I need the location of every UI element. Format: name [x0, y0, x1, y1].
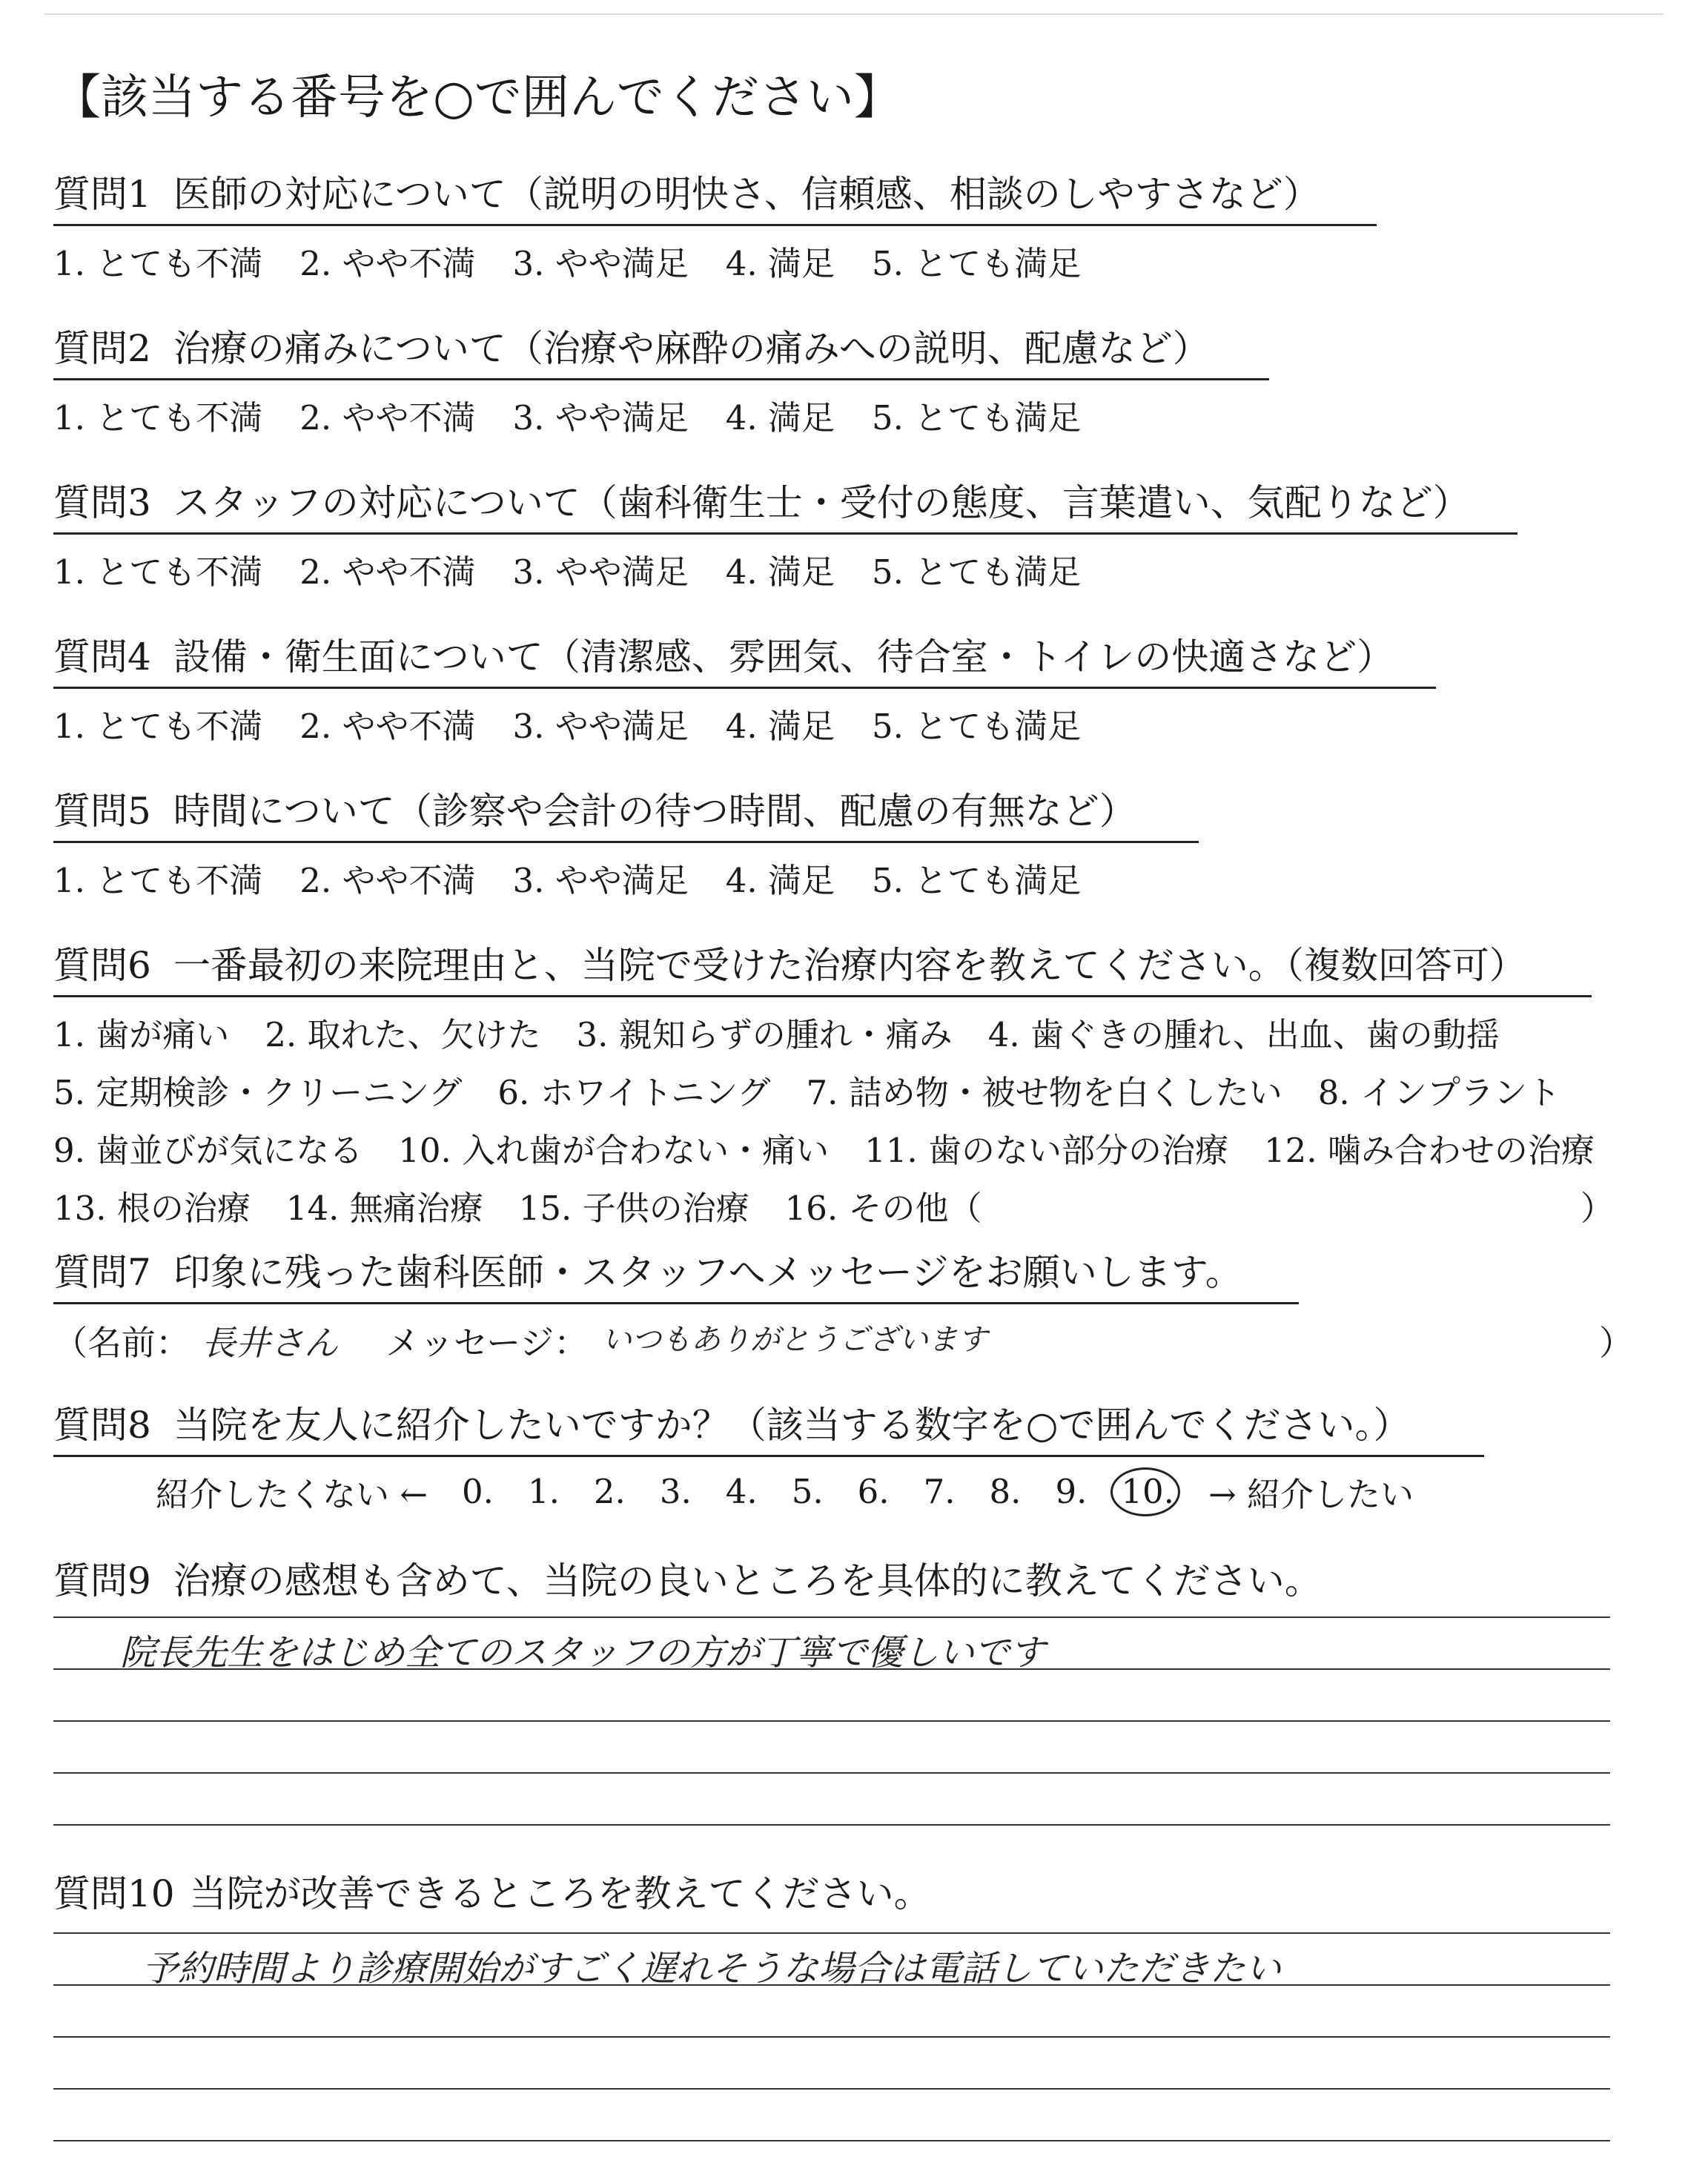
q10-answer: 予約時間より診療開始がすごく遅れそうな場合は電話していただきたい	[142, 1948, 1282, 1989]
q6-option-12[interactable]: 12. 噛み合わせの治療	[1264, 1131, 1595, 1170]
rating-options	[53, 545, 1517, 593]
rating-option-1[interactable]: 1. とても不満	[53, 552, 263, 592]
page-heading: 【該当する番号を○で囲んでください】	[53, 70, 901, 125]
rating-option-3[interactable]: 3. やや満足	[512, 552, 689, 592]
answer-line	[53, 2088, 1610, 2090]
rating-option-1[interactable]: 1. とても不満	[53, 861, 263, 900]
scale-option-7[interactable]: 7.	[923, 1472, 956, 1511]
question-label: 質問7	[53, 1251, 151, 1294]
q6-option-15[interactable]: 15. 子供の治療	[518, 1189, 749, 1228]
q6-option-4[interactable]: 4. 歯ぐきの腫れ、出血、歯の動揺	[987, 1015, 1500, 1054]
q10-answer-area[interactable]	[53, 1932, 1610, 2155]
question-label: 質問3	[53, 481, 151, 524]
question-6	[53, 936, 1630, 1238]
q6-option-9[interactable]: 9. 歯並びが気になる	[53, 1131, 363, 1170]
question-title	[53, 627, 1436, 689]
rating-options	[53, 391, 1269, 439]
answer-line	[53, 1616, 1610, 1618]
question-text: 当院が改善できるところを教えてください。	[189, 1872, 931, 1915]
question-label: 質問2	[53, 327, 151, 370]
rating-option-4[interactable]: 4. 満足	[725, 398, 835, 437]
answer-line	[53, 1772, 1610, 1774]
rating-option-5[interactable]: 5. とても満足	[872, 552, 1082, 592]
scale-option-9[interactable]: 9.	[1055, 1472, 1088, 1511]
rating-option-1[interactable]: 1. とても不満	[53, 707, 263, 746]
q6-row	[53, 1006, 1630, 1064]
rating-option-2[interactable]: 2. やや不満	[299, 244, 476, 283]
q9-answer-area[interactable]	[53, 1616, 1610, 1854]
scale-option-10[interactable]: 10.	[1121, 1472, 1174, 1511]
question-text: スタッフの対応について（歯科衛生士・受付の態度、言葉遣い、気配りなど）	[173, 481, 1470, 524]
q6-option-2[interactable]: 2. 取れた、欠けた	[265, 1015, 541, 1054]
q6-option-8[interactable]: 8. インプラント	[1317, 1073, 1561, 1112]
answer-line	[53, 1932, 1610, 1934]
rating-option-2[interactable]: 2. やや不満	[299, 552, 476, 592]
q9-answer: 院長先生をはじめ全てのスタッフの方が丁寧で優しいです	[120, 1632, 1046, 1674]
rating-option-4[interactable]: 4. 満足	[725, 244, 835, 283]
question-text: 一番最初の来院理由と、当院で受けた治療内容を教えてください。（複数回答可）	[173, 944, 1526, 987]
rating-option-5[interactable]: 5. とても満足	[872, 707, 1082, 746]
question-title	[53, 473, 1517, 535]
scale-option-0[interactable]: 0.	[462, 1472, 494, 1511]
question-8	[53, 1396, 1484, 1516]
q6-option-5[interactable]: 5. 定期検診・クリーニング	[53, 1073, 463, 1112]
question-label: 質問5	[53, 790, 151, 833]
rating-option-5[interactable]: 5. とても満足	[872, 244, 1082, 283]
scale-option-6[interactable]: 6.	[857, 1472, 890, 1511]
scale-left-label: 紹介したくない ←	[156, 1475, 428, 1514]
question-label: 質問1	[53, 173, 151, 216]
rating-option-2[interactable]: 2. やや不満	[299, 861, 476, 900]
rating-option-5[interactable]: 5. とても満足	[872, 861, 1082, 900]
question-text: 医師の対応について（説明の明快さ、信頼感、相談のしやすさなど）	[173, 173, 1320, 216]
rating-option-2[interactable]: 2. やや不満	[299, 398, 476, 437]
question-label: 質問9	[53, 1559, 151, 1602]
q6-option-7[interactable]: 7. 詰め物・被せ物を白くしたい	[806, 1073, 1282, 1112]
q6-row	[53, 1122, 1630, 1180]
rating-options	[53, 853, 1199, 902]
name-value[interactable]: 長井さん	[202, 1323, 338, 1363]
question-title	[53, 1243, 1299, 1304]
scale-option-2[interactable]: 2.	[593, 1472, 626, 1511]
question-title	[53, 319, 1269, 380]
question-title	[53, 1551, 1322, 1605]
q6-option-13[interactable]: 13. 根の治療	[53, 1189, 251, 1228]
question-title	[53, 1864, 931, 1918]
answer-line	[53, 1720, 1610, 1722]
rating-option-3[interactable]: 3. やや満足	[512, 707, 689, 746]
question-2	[53, 319, 1269, 439]
q6-option-3[interactable]: 3. 親知らずの腫れ・痛み	[576, 1015, 953, 1054]
rating-option-2[interactable]: 2. やや不満	[299, 707, 476, 746]
question-text: 治療の感想も含めて、当院の良いところを具体的に教えてください。	[173, 1559, 1322, 1602]
question-text: 設備・衛生面について（清潔感、雰囲気、待合室・トイレの快適さなど）	[173, 635, 1394, 678]
rating-option-3[interactable]: 3. やや満足	[512, 398, 689, 437]
message-label: メッセージ：	[385, 1323, 589, 1363]
q6-option-1[interactable]: 1. 歯が痛い	[53, 1015, 230, 1054]
q6-row	[53, 1180, 1614, 1238]
question-label: 質問4	[53, 635, 151, 678]
scale-right-label: → 紹介したい	[1208, 1475, 1414, 1514]
q6-option-10[interactable]: 10. 入れ歯が合わない・痛い	[398, 1131, 830, 1170]
closing-paren: ）	[1599, 1323, 1633, 1363]
closing-paren: ）	[1580, 1189, 1614, 1228]
recommend-scale	[156, 1467, 1484, 1516]
message-line	[53, 1316, 1633, 1363]
scale-option-5[interactable]: 5.	[791, 1472, 824, 1511]
question-7	[53, 1243, 1633, 1363]
rating-options	[53, 699, 1436, 747]
rating-option-4[interactable]: 4. 満足	[725, 861, 835, 900]
rating-option-3[interactable]: 3. やや満足	[512, 244, 689, 283]
question-label: 質問8	[53, 1404, 151, 1447]
question-text: 印象に残った歯科医師・スタッフへメッセージをお願いします。	[173, 1251, 1242, 1294]
rating-options	[53, 237, 1377, 285]
question-10	[53, 1864, 931, 1918]
question-9	[53, 1551, 1322, 1605]
q6-option-11[interactable]: 11. 歯のない部分の治療	[864, 1131, 1228, 1170]
q6-option-14[interactable]: 14. 無痛治療	[285, 1189, 483, 1228]
answer-line	[53, 2140, 1610, 2141]
name-label: （名前：	[53, 1323, 190, 1363]
question-title	[53, 782, 1199, 843]
rating-option-1[interactable]: 1. とても不満	[53, 398, 263, 437]
rating-option-4[interactable]: 4. 満足	[725, 552, 835, 592]
question-4	[53, 627, 1436, 747]
question-label: 質問6	[53, 944, 151, 987]
rating-option-4[interactable]: 4. 満足	[725, 707, 835, 746]
question-title	[53, 1396, 1484, 1457]
question-title	[53, 165, 1377, 226]
q6-option-6[interactable]: 6. ホワイトニング	[497, 1073, 771, 1112]
q6-options	[53, 1006, 1630, 1238]
question-5	[53, 782, 1199, 902]
q6-row	[53, 1064, 1630, 1122]
question-title	[53, 936, 1592, 997]
answer-line	[53, 1824, 1610, 1826]
question-label: 質問10	[53, 1872, 175, 1915]
message-value[interactable]: いつもありがとうございます	[602, 1323, 987, 1357]
question-3	[53, 473, 1517, 593]
question-text: 治療の痛みについて（治療や麻酔の痛みへの説明、配慮など）	[173, 327, 1210, 370]
scale-option-1[interactable]: 1.	[527, 1472, 560, 1511]
scale-option-3[interactable]: 3.	[659, 1472, 692, 1511]
answer-line	[53, 2036, 1610, 2038]
rating-option-1[interactable]: 1. とても不満	[53, 244, 263, 283]
top-rule	[44, 13, 1664, 15]
question-1	[53, 165, 1377, 285]
question-text: 当院を友人に紹介したいですか？（該当する数字を○で囲んでください。）	[173, 1404, 1411, 1447]
q6-option-16[interactable]: 16. その他（	[784, 1189, 982, 1228]
question-text: 時間について（診察や会計の待つ時間、配慮の有無など）	[173, 790, 1136, 833]
scale-option-8[interactable]: 8.	[989, 1472, 1022, 1511]
scale-option-4[interactable]: 4.	[725, 1472, 758, 1511]
rating-option-3[interactable]: 3. やや満足	[512, 861, 689, 900]
rating-option-5[interactable]: 5. とても満足	[872, 398, 1082, 437]
